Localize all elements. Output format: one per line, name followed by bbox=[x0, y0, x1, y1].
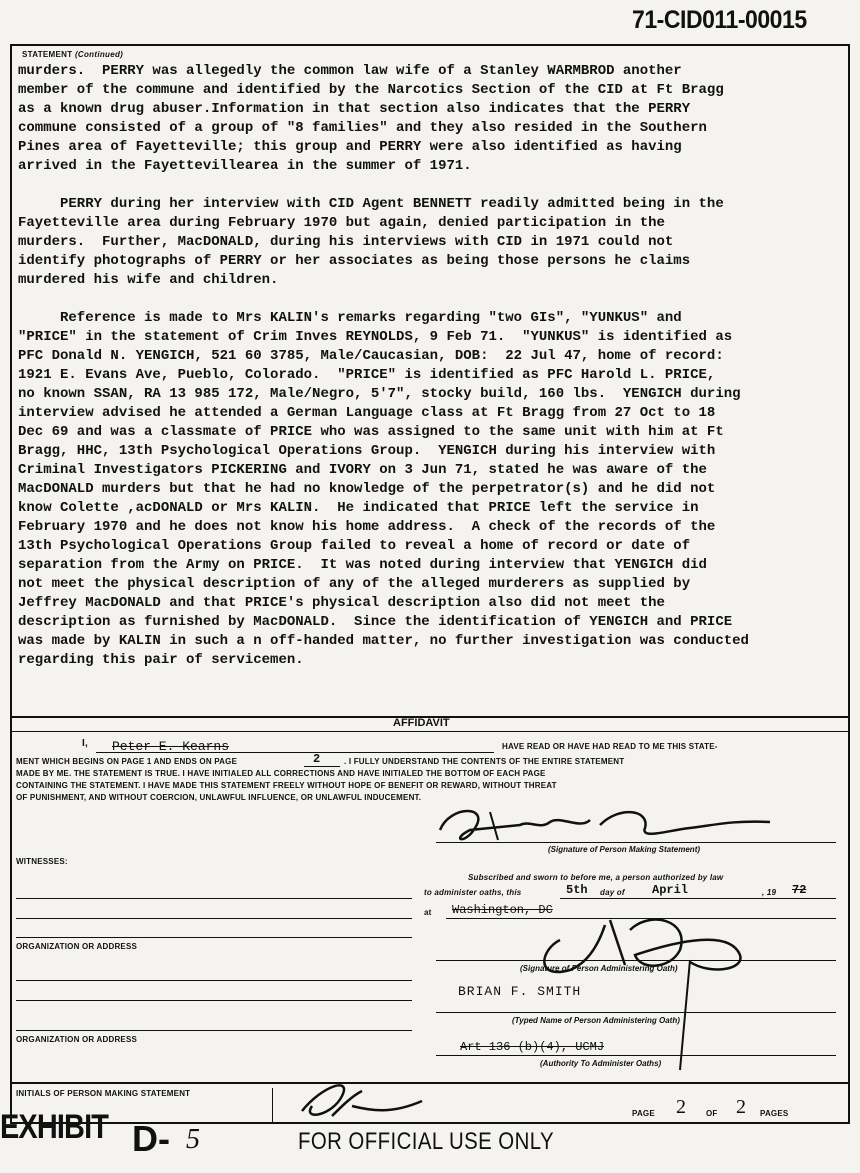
document-id: 71-CID011-00015 bbox=[632, 6, 807, 34]
statement-line: PERRY during her interview with CID Agent BENNETT readily admitted being in the bbox=[18, 196, 724, 212]
affidavit-line-2b: . I FULLY UNDERSTAND THE CONTENTS OF THE ENTIRE STATEMENT bbox=[344, 757, 625, 766]
of-label: OF bbox=[706, 1109, 718, 1118]
official-use-marking: FOR OFFICIAL USE ONLY bbox=[298, 1128, 555, 1155]
page-total: 2 bbox=[736, 1096, 746, 1118]
affidavit-line-5: OF PUNISHMENT, AND WITHOUT COERCION, UNLAWFUL INFLUENCE, OR UNLAWFUL INDUCEMENT. bbox=[16, 793, 422, 802]
paragraph-gap bbox=[18, 290, 844, 309]
subscribed-day: 5th bbox=[566, 883, 588, 897]
org-line-1 bbox=[16, 937, 412, 938]
statement-label bbox=[22, 50, 123, 59]
statement-line: PFC Donald N. YENGICH, 521 60 3785, Male/Caucasian, DOB: 22 Jul 47, home of record: bbox=[18, 348, 724, 364]
statement-line: regarding this pair of servicemen. bbox=[18, 652, 304, 668]
statement-line: no known SSAN, RA 13 985 172, Male/Negro, 5'7", stocky build, 160 lbs. YENGICH during bbox=[18, 386, 741, 402]
affidavit-line-1: HAVE READ OR HAVE HAD READ TO ME THIS STATE- bbox=[502, 742, 718, 751]
exhibit-suffix: 5 bbox=[186, 1124, 200, 1155]
affiant-signature-caption: (Signature of Person Making Statement) bbox=[548, 845, 701, 854]
statement-line: murders. Further, MacDONALD, during his interviews with CID in 1971 could not bbox=[18, 234, 674, 250]
statement-line: Dec 69 and was a classmate of PRICE who was assigned to the same unit with him at Ft bbox=[18, 424, 724, 440]
page-label: PAGE bbox=[632, 1109, 655, 1118]
admin-signature-line bbox=[436, 960, 836, 961]
statement-line: 1921 E. Evans Ave, Pueblo, Colorado. "PRICE" is identified as PFC Harold L. PRICE, bbox=[18, 367, 716, 383]
org-label-2: ORGANIZATION OR ADDRESS bbox=[16, 1035, 138, 1044]
affidavit-title-rule bbox=[10, 731, 850, 732]
witness-line-4 bbox=[16, 1000, 412, 1001]
statement-line: Criminal Investigators PICKERING and IVORY on 3 Jun 71, stated he was aware of the bbox=[18, 462, 707, 478]
statement-line: murders. PERRY was allegedly the common law wife of a Stanley WARMBROD another bbox=[18, 63, 682, 79]
exhibit-label: EXHIBIT bbox=[0, 1108, 109, 1146]
subscribed-month: April bbox=[652, 883, 689, 897]
subscribed-line-1: Subscribed and sworn to before me, a person authorized by law bbox=[468, 873, 724, 882]
statement-line: identify photographs of PERRY or her associates as being those persons he claims bbox=[18, 253, 691, 269]
affidavit-prefix: I, bbox=[82, 738, 88, 749]
authority-line bbox=[436, 1055, 836, 1056]
statement-label-text: STATEMENT bbox=[22, 50, 73, 59]
statement-line: interview advised he attended a German Language class at Ft Bragg from 27 Oct to 18 bbox=[18, 405, 716, 421]
typed-name-line bbox=[436, 1012, 836, 1013]
statement-body bbox=[18, 62, 844, 670]
oath-location: Washington, DC bbox=[452, 903, 553, 917]
affiant-signature-line bbox=[436, 842, 836, 843]
statement-continued: (Continued) bbox=[74, 50, 124, 59]
statement-line: commune consisted of a group of "8 families" and they also resided in the Southern bbox=[18, 120, 707, 136]
statement-line: "PRICE" in the statement of Crim Inves REYNOLDS, 9 Feb 71. "YUNKUS" is identified as bbox=[18, 329, 733, 345]
statement-line: Fayetteville area during February 1970 but again, denied participation in the bbox=[18, 215, 665, 231]
statement-line: arrived in the Fayettevillearea in the summer of 1971. bbox=[18, 158, 472, 174]
statement-line: description as furnished by MacDONALD. Since the identification of YENGICH and PRICE bbox=[18, 614, 733, 630]
subscribed-date-line bbox=[560, 898, 836, 899]
typed-name: BRIAN F. SMITH bbox=[458, 984, 582, 999]
statement-line: murdered his wife and children. bbox=[18, 272, 279, 288]
affidavit-line-3: MADE BY ME. THE STATEMENT IS TRUE. I HAVE INITIALED ALL CORRECTIONS AND HAVE INITIALED THE BOTTOM OF EACH PAGE bbox=[16, 769, 546, 778]
oath-authority: Art 136 (b)(4), UCMJ bbox=[460, 1040, 605, 1054]
statement-line: Jeffrey MacDONALD and that PRICE's physical description also did not meet the bbox=[18, 595, 665, 611]
end-page-line bbox=[304, 766, 340, 767]
statement-line: February 1970 and he does not know his home address. A check of the records of the bbox=[18, 519, 716, 535]
exhibit-number: D- bbox=[132, 1118, 170, 1159]
end-page-value: 2 bbox=[313, 752, 321, 766]
statement-line: MacDONALD murders but that he had no knowledge of the perpetrator(s) and he did not bbox=[18, 481, 716, 497]
statement-line: know Colette ,acDONALD or Mrs KALIN. He indicated that PRICE left the service in bbox=[18, 500, 699, 516]
statement-line: as a known drug abuser.Information in that section also indicates that the PERRY bbox=[18, 101, 691, 117]
affiant-name-line bbox=[96, 752, 494, 753]
statement-line: Reference is made to Mrs KALIN's remarks regarding "two GIs", "YUNKUS" and bbox=[18, 310, 682, 326]
statement-line: member of the commune and identified by the Narcotics Section of the CID at Ft Bragg bbox=[18, 82, 724, 98]
statement-line: not meet the physical description of any of the alleged murderers as supplied by bbox=[18, 576, 691, 592]
affidavit-line-2a: MENT WHICH BEGINS ON PAGE 1 AND ENDS ON PAGE bbox=[16, 757, 238, 766]
affiant-signature bbox=[430, 800, 780, 848]
witness-line-2 bbox=[16, 918, 412, 919]
subscribed-year-prefix: , 19 bbox=[762, 888, 777, 897]
paragraph-gap bbox=[18, 176, 844, 195]
witness-line-3 bbox=[16, 980, 412, 981]
affidavit-title: AFFIDAVIT bbox=[393, 717, 450, 729]
initials-divider bbox=[272, 1088, 274, 1122]
witnesses-label: WITNESSES: bbox=[16, 857, 68, 866]
statement-line: separation from the Army on PRICE. It was noted during interview that YENGICH did bbox=[18, 557, 707, 573]
org-label-1: ORGANIZATION OR ADDRESS bbox=[16, 942, 138, 951]
admin-signature-caption: (Signature of Person Administering Oath) bbox=[520, 964, 678, 973]
subscribed-year: 72 bbox=[792, 883, 807, 897]
statement-line: Pines area of Fayetteville; this group and PERRY were also identified as having bbox=[18, 139, 682, 155]
pages-label: PAGES bbox=[760, 1109, 789, 1118]
affiant-name: Peter E. Kearns bbox=[112, 739, 230, 754]
subscribed-line-2b: day of bbox=[600, 888, 625, 897]
statement-line: was made by KALIN in such a n off-handed matter, no further investigation was conducted bbox=[18, 633, 749, 649]
subscribed-line-2a: to administer oaths, this bbox=[424, 888, 522, 897]
witness-line-1 bbox=[16, 898, 412, 899]
at-label: at bbox=[424, 908, 432, 917]
initials-label: INITIALS OF PERSON MAKING STATEMENT bbox=[16, 1089, 191, 1098]
typed-name-caption: (Typed Name of Person Administering Oath) bbox=[512, 1016, 680, 1025]
org-line-2 bbox=[16, 1030, 412, 1031]
affidavit-line-4: CONTAINING THE STATEMENT. I HAVE MADE THIS STATEMENT FREELY WITHOUT HOPE OF BENEFIT OR REWARD, WITHOUT THREAT bbox=[16, 781, 557, 790]
authority-caption: (Authority To Administer Oaths) bbox=[540, 1059, 662, 1068]
initials-signature bbox=[282, 1076, 442, 1126]
statement-line: 13th Psychological Operations Group failed to reveal a home of record or date of bbox=[18, 538, 691, 554]
statement-line: Bragg, HHC, 13th Psychological Operations Group. YENGICH during his interview with bbox=[18, 443, 716, 459]
page-number: 2 bbox=[676, 1096, 686, 1118]
